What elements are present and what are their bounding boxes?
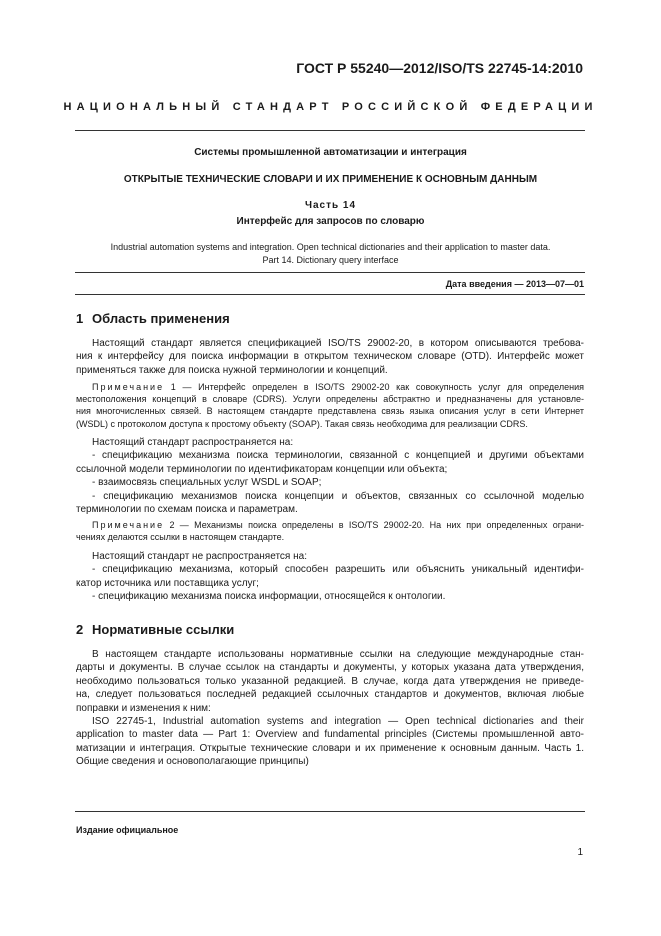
section-1-title: Область применения bbox=[92, 311, 230, 326]
title-divider bbox=[75, 272, 585, 273]
note-2-label: Примечание bbox=[92, 520, 165, 530]
official-edition-label: Издание официальное bbox=[76, 825, 179, 835]
date-divider bbox=[75, 294, 585, 295]
national-standard-banner: НАЦИОНАЛЬНЫЙ СТАНДАРТ РОССИЙСКОЙ ФЕДЕРАЦИИ bbox=[63, 101, 598, 113]
list-item: ссылочной модели терминологии по идентификаторам концепции или объекта; bbox=[76, 463, 448, 475]
part-label: Часть 14 bbox=[304, 200, 357, 211]
header-divider bbox=[75, 130, 585, 131]
english-title-line-2: Part 14. Dictionary query interface bbox=[262, 255, 399, 265]
series-title: Системы промышленной автоматизации и интеграция bbox=[194, 147, 467, 158]
list-item: - спецификацию механизма поиска терминологии, связанной с концепцией и другими объектами bbox=[92, 450, 584, 462]
list-item: катор источника или поставщика услуг; bbox=[76, 577, 259, 589]
section-2-heading bbox=[76, 622, 234, 637]
section-1-not-applies-list: Настоящий стандарт не распространяется на: - спецификацию механизма, который способен разрешить или объяснить уникальный идентифи- катор источника или поставщика услуг; - спецификацию механизма поиска информации, относящейся к онтологии. bbox=[76, 551, 584, 603]
section-1-note-2: Примечание 2 — Механизмы поиска определены в ISO/TS 29002-20. На них при определенных ограни- чениях делаются ссылки в настоящем стандарте. bbox=[76, 520, 584, 543]
section-1-note-1: Примечание 1 — Интерфейс определен в ISO/TS 29002-20 как совокупность услуг для определения местоположения концепций в словаре (CDRS). Услуги определены абстрактно и предназначены для установле- ния многочисленных связей. В настоящем стандарте представлена связь языка описания услуг в сети Интернет (WSDL) с протоколом доступа к простому объекту (SOAP). Такая связь необходима для реализации CDRS. bbox=[76, 382, 584, 429]
list-item: терминологии по схемам поиска и параметрам. bbox=[76, 504, 298, 516]
footer-divider bbox=[75, 811, 585, 812]
english-title-line-1: Industrial automation systems and integration. Open technical dictionaries and their application to master data. bbox=[110, 242, 551, 252]
note-1-label: Примечание bbox=[92, 382, 165, 392]
part-subtitle: Интерфейс для запросов по словарю bbox=[236, 216, 425, 227]
section-2-paragraph-1: В настоящем стандарте использованы нормативные ссылки на следующие международные стан- дарты и документы. В случае ссылок на стандарты и документы, у которых указана дата утверждения, необходимо пользоваться только указанной редакцией. В случае, когда дата утверждения не приведе- на, следует пользоваться последней редакцией ссылочных стандартов и документов, включая любые поправки и изменения к ним: bbox=[76, 649, 584, 714]
list-item: - спецификацию механизма поиска информации, относящейся к онтологии. bbox=[92, 591, 446, 603]
section-1-heading bbox=[76, 311, 230, 326]
list-item: - спецификацию механизмов поиска концепции и объектов, связанных со ссылочной моделью bbox=[92, 490, 584, 502]
page-number: 1 bbox=[577, 847, 583, 858]
section-2-title: Нормативные ссылки bbox=[92, 622, 235, 637]
normative-reference-iso-22745-1: ISO 22745-1, Industrial automation systems and integration — Open technical dictionaries and their application to master data — Part 1: Overview and fundamental principles (Системы промышленной авто- матизации и интеграция. Открытые технические словари и их применение к основным данным. Часть 1. Общие сведения и основополагающие принципы) bbox=[76, 716, 584, 768]
list-item: - взаимосвязь специальных услуг WSDL и SOAP; bbox=[92, 477, 322, 489]
section-1-paragraph-1: Настоящий стандарт является спецификацией ISO/TS 29002-20, в котором описываются требова- ния к интерфейсу для поиска информации в открытом техническом словаре (OTD). Интерфейс может применяться также для поиска нужной терминологии и концепций. bbox=[76, 338, 584, 376]
list-item: - спецификацию механизма, который способен разрешить или объяснить уникальный идентифи- bbox=[92, 564, 584, 576]
section-1-number: 1 bbox=[76, 311, 84, 326]
section-1-applies-list: Настоящий стандарт распространяется на: - спецификацию механизма поиска терминологии, связанной с концепцией и другими объектами ссылочной модели терминологии по идентификаторам концепции или объекта; - взаимосвязь специальных услуг WSDL и SOAP; - спецификацию механизмов поиска концепции и объектов, связанных со ссылочной моделью терминологии по схемам поиска и параметрам. bbox=[76, 437, 584, 516]
section-2-number: 2 bbox=[76, 622, 84, 637]
introduction-date: Дата введения — 2013—07—01 bbox=[445, 279, 584, 289]
main-title: ОТКРЫТЫЕ ТЕХНИЧЕСКИЕ СЛОВАРИ И ИХ ПРИМЕНЕНИЕ К ОСНОВНЫМ ДАННЫМ bbox=[123, 174, 538, 185]
document-id: ГОСТ Р 55240—2012/ISO/TS 22745-14:2010 bbox=[296, 60, 583, 76]
